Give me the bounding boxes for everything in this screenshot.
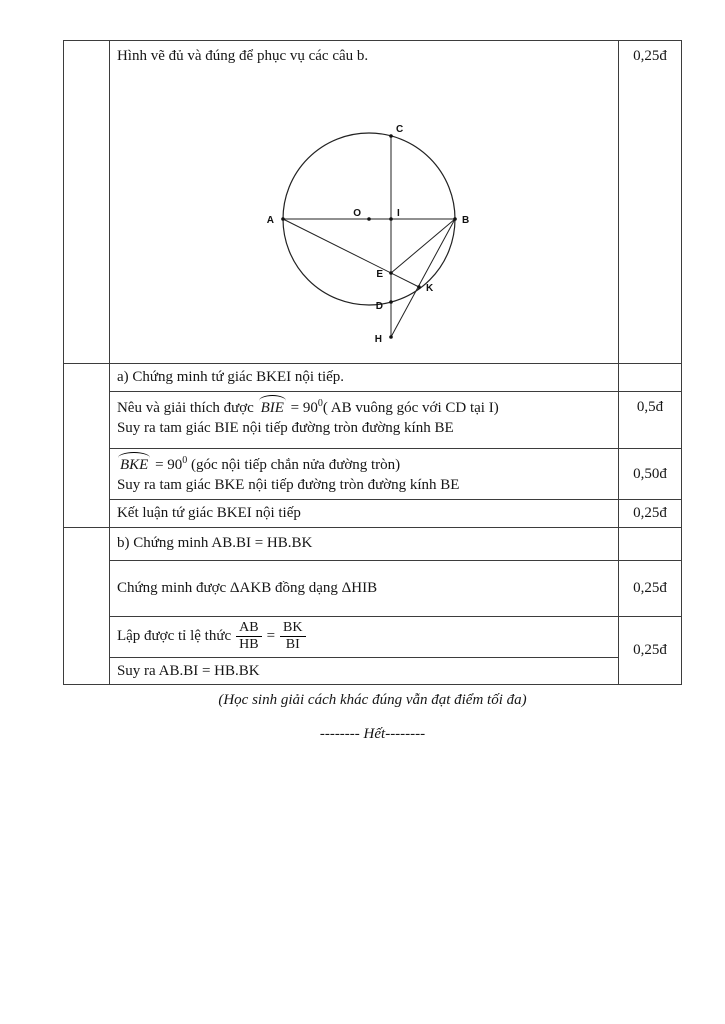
row-a-title (64, 364, 682, 392)
point-C-dot (389, 134, 393, 138)
fraction-denominator: BI (285, 637, 300, 653)
cell-left-part-a (64, 364, 110, 528)
point-I-label: I (396, 207, 400, 219)
cell-left-part-b (64, 527, 110, 685)
footer-note: (Học sinh giải cách khác đúng vẫn đạt điểm tối đa) (218, 692, 527, 709)
point-C-label: C (395, 123, 404, 135)
row-figure (64, 41, 682, 364)
geometry-figure (164, 117, 564, 352)
cell-a-title: a) Chứng minh tứ giác BKEI nội tiếp. (109, 364, 618, 392)
text-b2-prefix: Lập được tỉ lệ thức (116, 628, 232, 645)
point-B-label: B (461, 214, 470, 226)
point-E-label: E (376, 268, 383, 280)
points-a-title (618, 364, 681, 392)
point-I-dot (389, 217, 393, 221)
cell-a2 (109, 448, 618, 499)
point-A-dot (281, 217, 285, 221)
row-b3 (64, 657, 682, 685)
row-b1 (64, 560, 682, 616)
row-a2 (64, 448, 682, 499)
angle-BKE: BKE (117, 452, 151, 476)
segment-EB (391, 219, 455, 273)
row-a3 (64, 500, 682, 528)
equals-sign: = (266, 628, 276, 645)
fraction-numerator: BK (280, 620, 305, 637)
cell-a1 (109, 391, 618, 448)
text-a2-suffix: (góc nội tiếp chắn nửa đường tròn) (187, 456, 401, 473)
point-O-dot (367, 217, 371, 221)
cell-figure (109, 41, 618, 364)
cell-b-title: b) Chứng minh AB.BI = HB.BK (109, 527, 618, 560)
points-a3: 0,25đ (618, 500, 681, 528)
point-D-label: D (375, 300, 383, 312)
row-b2 (64, 616, 682, 657)
text-a1-sup: 0 (317, 397, 323, 409)
answer-a2-line2: Suy ra tam giác BKE nội tiếp đường tròn đường kính BE (116, 477, 460, 494)
text-a1-prefix: Nêu và giải thích được (116, 399, 258, 416)
text-a1-equals: = 90 (286, 399, 318, 416)
cell-left-figure (64, 41, 110, 364)
point-K-dot (417, 285, 421, 289)
point-K-label: K (425, 282, 434, 294)
cell-b1: Chứng minh được ΔAKB đồng dạng ΔHIB (109, 560, 618, 616)
points-b2: 0,25đ (618, 616, 681, 685)
fraction-BK-BI (280, 620, 305, 653)
row-b-title (64, 527, 682, 560)
fraction-AB-HB (236, 620, 261, 653)
angle-BIE: BIE (258, 395, 287, 419)
points-figure: 0,25đ (618, 41, 681, 364)
cell-b3: Suy ra AB.BI = HB.BK (109, 657, 618, 685)
answer-a1-line1 (117, 395, 611, 419)
answer-a2-line1 (117, 452, 611, 476)
point-E-dot (389, 271, 393, 275)
points-b-title (618, 527, 681, 560)
cell-b2 (109, 616, 618, 657)
point-O-label: O (353, 207, 361, 219)
text-a2-equals: = 90 (151, 456, 183, 473)
figure-caption: Hình vẽ đủ và đúng để phục vụ các câu b. (116, 48, 369, 64)
answer-table (63, 40, 682, 685)
footer-end: -------- Hết-------- (319, 726, 426, 743)
points-b1: 0,25đ (618, 560, 681, 616)
point-H-dot (389, 335, 393, 339)
fraction-denominator: HB (239, 637, 259, 653)
text-a1-suffix: ( AB vuông góc với CD tại I) (322, 399, 499, 416)
points-a2: 0,50đ (618, 448, 681, 499)
point-D-dot (389, 300, 393, 304)
point-A-label: A (266, 214, 274, 226)
text-a2-sup: 0 (182, 454, 188, 466)
row-a1 (64, 391, 682, 448)
cell-a3: Kết luận tứ giác BKEI nội tiếp (109, 500, 618, 528)
point-H-label: H (374, 333, 382, 345)
segment-AK (283, 219, 419, 287)
fraction-numerator: AB (236, 620, 261, 637)
answer-a1-line2: Suy ra tam giác BIE nội tiếp đường tròn đường kính BE (116, 420, 454, 437)
points-a1: 0,5đ (618, 391, 681, 448)
answer-b2-line (117, 620, 611, 653)
point-B-dot (453, 217, 457, 221)
